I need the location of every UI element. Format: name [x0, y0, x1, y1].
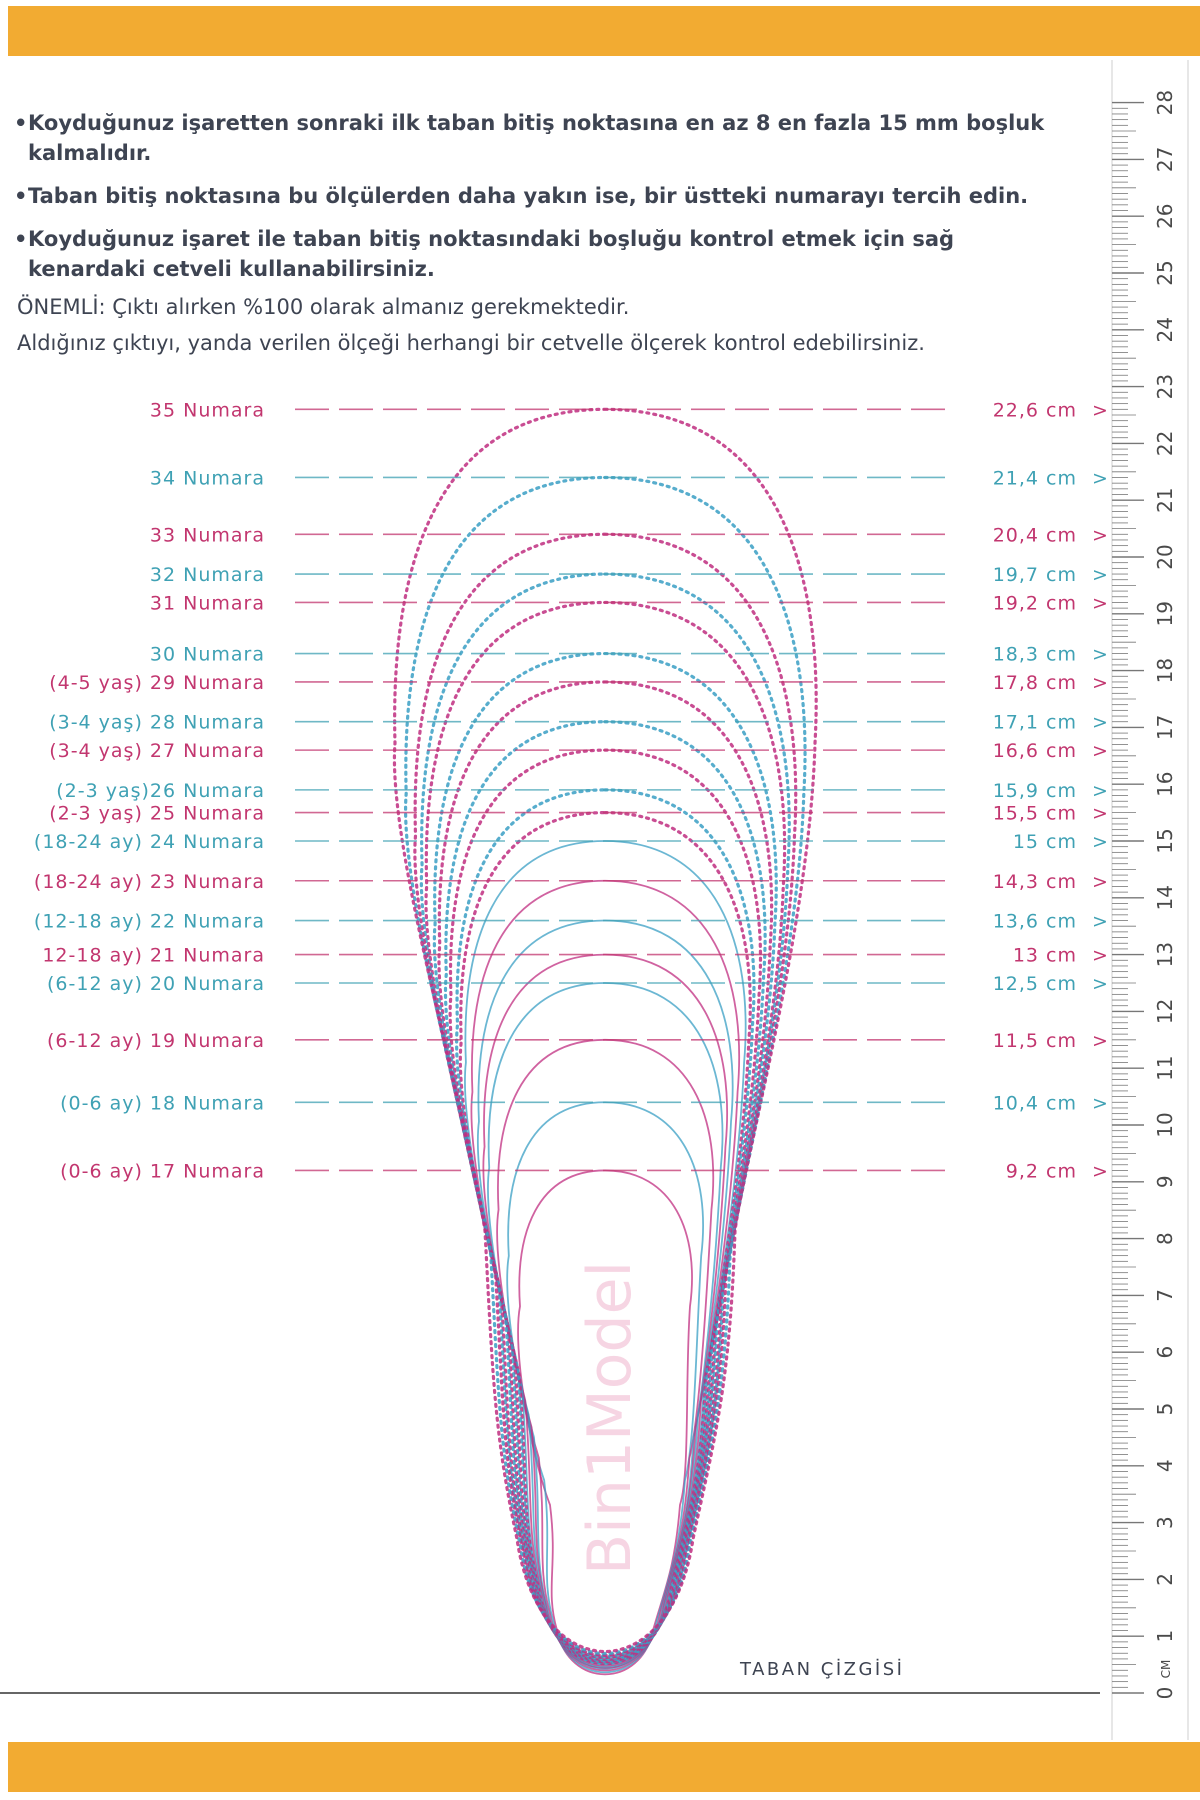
ruler-number: 19: [1153, 601, 1177, 627]
size-marker: >: [1092, 1160, 1109, 1183]
size-length: 12,5 cm: [992, 973, 1077, 995]
size-marker: >: [1092, 399, 1109, 422]
size-label: 33 Numara: [149, 524, 265, 547]
size-row-23: [34, 871, 1109, 893]
size-label: 31 Numara: [149, 592, 265, 615]
size-length: 13,6 cm: [992, 910, 1077, 933]
size-marker: >: [1092, 643, 1109, 666]
size-label: (6-12 ay) 20 Numara: [47, 973, 265, 995]
size-length: 15,9 cm: [992, 779, 1077, 802]
ruler-number: 3: [1153, 1516, 1177, 1529]
instruction-2: • Taban bitiş noktasına bu ölçülerden daha yakın ise, bir üstteki numarayı tercih edin.: [14, 181, 1094, 211]
size-marker: >: [1092, 467, 1109, 490]
size-length: 22,6 cm: [992, 399, 1077, 422]
ruler-number: 6: [1153, 1345, 1177, 1359]
ruler-number: 12: [1153, 998, 1177, 1025]
size-rows: [34, 399, 1109, 1182]
size-row-25: [49, 803, 1109, 825]
size-length: 9,2 cm: [1005, 1160, 1077, 1183]
ruler-number: 23: [1153, 373, 1177, 400]
ruler-number: 20: [1153, 544, 1177, 570]
size-marker: >: [1092, 831, 1109, 853]
size-length: 14,3 cm: [992, 870, 1077, 893]
size-length: 17,8 cm: [992, 671, 1077, 694]
size-length: 13 cm: [1012, 944, 1077, 967]
ruler-number: 16: [1153, 771, 1177, 797]
size-label: (2-3 yaş)26 Numara: [56, 779, 265, 802]
instruction-3: • Koyduğunuz işaret ile taban bitiş noktasındaki boşluğu kontrol etmek için sağ kenardaki cetveli kullanabilirsiniz.: [14, 224, 998, 284]
ruler-number: 5: [1153, 1402, 1177, 1416]
size-length: 20,4 cm: [992, 524, 1077, 547]
ruler-number: 15: [1153, 828, 1177, 854]
size-marker: >: [1092, 1092, 1109, 1115]
size-length: 16,6 cm: [992, 740, 1077, 763]
ruler-number: 0: [1153, 1686, 1177, 1700]
ruler-number: 8: [1153, 1232, 1177, 1245]
size-marker: >: [1092, 740, 1109, 763]
ruler-number: 1: [1153, 1629, 1177, 1643]
size-length: 15,5 cm: [992, 802, 1077, 825]
size-marker: >: [1092, 870, 1109, 893]
size-label: (12-18 ay) 22 Numara: [33, 910, 265, 933]
size-marker: >: [1092, 944, 1109, 967]
size-row-21: [42, 945, 1109, 967]
size-length: 21,4 cm: [992, 467, 1077, 490]
ruler-number: 9: [1153, 1175, 1177, 1189]
size-label: (6-12 ay) 19 Numara: [47, 1029, 265, 1052]
ruler-number: 21: [1153, 487, 1177, 513]
ruler: [1112, 60, 1188, 1740]
size-label: (0-6 ay) 18 Numara: [60, 1092, 265, 1115]
watermark-logo: Bin1Model: [575, 1260, 645, 1575]
ruler-number: 11: [1153, 1055, 1177, 1081]
important-line-2: Aldığınız çıktıyı, yanda verilen ölçeği herhangi bir cetvelle ölçerek kontrol edebilirsiniz.: [17, 331, 925, 355]
size-marker: >: [1092, 564, 1109, 587]
ruler-number: 26: [1153, 203, 1177, 229]
important-line-1: ÖNEMLİ: Çıktı alırken %100 olarak almanız gerekmektedir.: [17, 295, 630, 319]
ruler-number: 10: [1153, 1112, 1177, 1138]
size-marker: >: [1092, 671, 1109, 694]
size-marker: >: [1092, 592, 1109, 615]
bottom-accent-bar: [8, 1742, 1200, 1792]
ruler-number: 28: [1153, 89, 1177, 116]
ruler-unit: CM: [1159, 1659, 1173, 1679]
ruler-number: 27: [1153, 146, 1177, 173]
size-label: 30 Numara: [149, 643, 265, 666]
ruler-number: 17: [1153, 714, 1177, 741]
ruler-number: 2: [1153, 1573, 1177, 1586]
size-label: 34 Numara: [149, 467, 265, 490]
size-marker: >: [1092, 802, 1109, 825]
ruler-number: 25: [1153, 260, 1177, 286]
size-label: 32 Numara: [149, 564, 265, 587]
ruler-number: 18: [1153, 657, 1177, 684]
baseline-label: TABAN ÇİZGİSİ: [740, 1659, 905, 1680]
size-length: 10,4 cm: [992, 1092, 1077, 1115]
ruler-number: 22: [1153, 430, 1177, 457]
size-label: (4-5 yaş) 29 Numara: [49, 671, 265, 694]
size-marker: >: [1092, 779, 1109, 802]
ruler-number: 7: [1153, 1289, 1177, 1302]
size-marker: >: [1092, 524, 1109, 547]
size-marker: >: [1092, 1029, 1109, 1052]
size-marker: >: [1092, 910, 1109, 933]
size-length: 19,7 cm: [992, 564, 1077, 587]
size-label: (3-4 yaş) 28 Numara: [49, 711, 265, 734]
size-row-24: [34, 831, 1109, 853]
size-row-22: [34, 911, 1109, 933]
size-length: 17,1 cm: [992, 711, 1077, 734]
size-marker: >: [1092, 711, 1109, 734]
ruler-number: 24: [1153, 317, 1177, 343]
size-length: 19,2 cm: [992, 592, 1077, 615]
size-label: (18-24 ay) 24 Numara: [33, 831, 265, 853]
size-label: 12-18 ay) 21 Numara: [42, 944, 265, 967]
size-label: (18-24 ay) 23 Numara: [33, 870, 265, 893]
size-length: 18,3 cm: [992, 643, 1077, 666]
ruler-number: 13: [1153, 941, 1177, 968]
size-length: 11,5 cm: [992, 1029, 1077, 1052]
size-label: (3-4 yaş) 27 Numara: [49, 740, 265, 763]
size-label: 35 Numara: [149, 399, 265, 422]
size-marker: >: [1092, 973, 1109, 995]
instruction-1: • Koyduğunuz işaretten sonraki ilk taban bitiş noktasına en az 8 en fazla 15 mm boşluk kalmalıdır.: [14, 108, 1094, 168]
ruler-number: 4: [1153, 1459, 1177, 1473]
size-length: 15 cm: [1012, 831, 1077, 853]
size-row-19: [47, 1030, 1109, 1052]
ruler-number: 14: [1153, 885, 1177, 911]
size-row-20: [47, 973, 1109, 995]
size-label: (2-3 yaş) 25 Numara: [49, 802, 265, 825]
size-row-17: [60, 1160, 1109, 1182]
size-label: (0-6 ay) 17 Numara: [60, 1160, 265, 1183]
